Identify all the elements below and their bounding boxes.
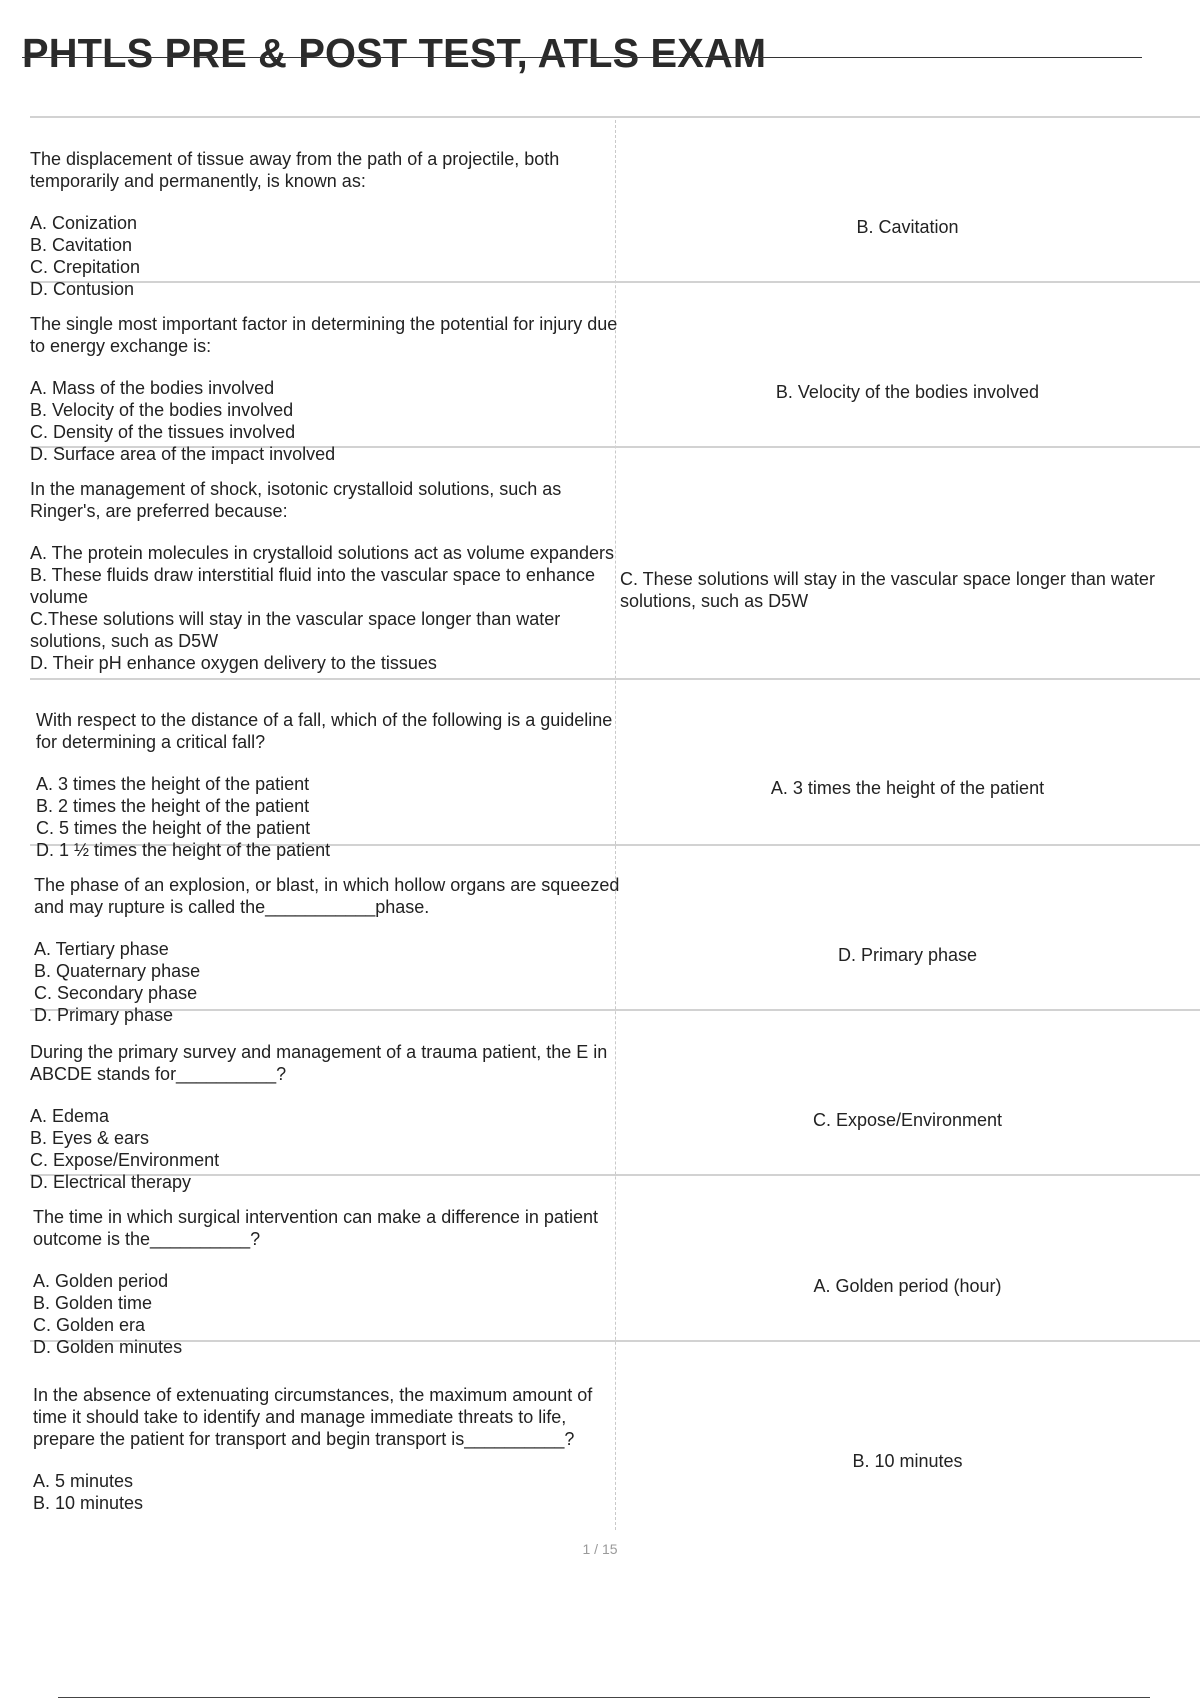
question-block <box>33 1384 625 1514</box>
answer-text: A. 3 times the height of the patient <box>770 778 1045 798</box>
question-block <box>33 1206 625 1358</box>
option: D. Golden minutes <box>33 1337 183 1357</box>
question-text: With respect to the distance of a fall, which of the following is a guideline for determining a critical fall? <box>36 710 613 752</box>
title-strike-rule <box>22 57 1142 58</box>
option: B. Quaternary phase <box>34 961 201 981</box>
qa-item-1 <box>30 118 1200 299</box>
option: C. 5 times the height of the patient <box>36 818 311 838</box>
answer-text: C. Expose/Environment <box>812 1110 1003 1130</box>
page-indicator: 1 / 15 <box>582 1541 618 1557</box>
qa-item-8 <box>30 1342 1200 1542</box>
option: C.These solutions will stay in the vascular space longer than water solutions, such as D5W <box>30 609 561 651</box>
option: B. 2 times the height of the patient <box>36 796 310 816</box>
option: C. Golden era <box>33 1315 146 1335</box>
option: A. Golden period <box>33 1271 169 1291</box>
option: B. Eyes & ears <box>30 1128 150 1148</box>
options-list <box>33 1470 625 1514</box>
option: A. Mass of the bodies involved <box>30 378 275 398</box>
options-list <box>30 542 622 674</box>
option: C. Secondary phase <box>34 983 198 1003</box>
option: A. Tertiary phase <box>34 939 169 959</box>
answer-text: A. Golden period (hour) <box>813 1276 1002 1296</box>
option: B. Velocity of the bodies involved <box>30 400 294 420</box>
qa-item-3 <box>30 448 1200 680</box>
question-block <box>30 1041 622 1193</box>
option: B. Cavitation <box>30 235 133 255</box>
question-text: In the management of shock, isotonic crystalloid solutions, such as Ringer's, are preferred because: <box>30 479 562 521</box>
question-block <box>36 709 628 861</box>
question-text: During the primary survey and management of a trauma patient, the E in ABCDE stands for__________? <box>30 1042 608 1084</box>
option: B. Golden time <box>33 1293 153 1313</box>
question-text: The time in which surgical intervention can make a difference in patient outcome is the__________? <box>33 1207 598 1249</box>
option: A. Conization <box>30 213 138 233</box>
question-text: The displacement of tissue away from the path of a projectile, both temporarily and permanently, is known as: <box>30 149 560 191</box>
option: C. Crepitation <box>30 257 141 277</box>
question-text: In the absence of extenuating circumstances, the maximum amount of time it should take to identify and manage immediate threats to life, prepare the patient for transport and begin transport is__________? <box>33 1385 593 1449</box>
document-title: PHTLS PRE & POST TEST, ATLS EXAM <box>22 30 767 76</box>
qa-item-6 <box>30 1011 1200 1192</box>
option: D. Electrical therapy <box>30 1172 192 1192</box>
footer-rule <box>58 1697 1150 1698</box>
option: D. Their pH enhance oxygen delivery to the tissues <box>30 653 437 673</box>
answer-text: C. These solutions will stay in the vascular space longer than water solutions, such as D5W <box>620 569 1155 611</box>
question-block <box>30 478 622 674</box>
answer-text: B. 10 minutes <box>852 1451 963 1471</box>
question-text: The single most important factor in determining the potential for injury due to energy exchange is: <box>30 314 618 356</box>
qa-item-4 <box>30 680 1200 860</box>
question-block <box>30 148 622 300</box>
qa-item-2 <box>30 283 1200 464</box>
option: A. 5 minutes <box>33 1471 134 1491</box>
question-block <box>30 313 622 465</box>
option: B. These fluids draw interstitial fluid into the vascular space to enhance volume <box>30 565 595 607</box>
option: A. Edema <box>30 1106 110 1126</box>
question-text: The phase of an explosion, or blast, in which hollow organs are squeezed and may rupture is called the___________phase. <box>34 875 620 917</box>
option: C. Density of the tissues involved <box>30 422 296 442</box>
option: D. 1 ½ times the height of the patient <box>36 840 331 860</box>
qa-item-7 <box>30 1176 1200 1357</box>
answer-text: B. Cavitation <box>856 217 959 237</box>
option: C. Expose/Environment <box>30 1150 220 1170</box>
qa-item-5 <box>30 846 1200 1025</box>
option: A. 3 times the height of the patient <box>36 774 310 794</box>
option: B. 10 minutes <box>33 1493 144 1513</box>
option: D. Contusion <box>30 279 135 299</box>
answer-text: D. Primary phase <box>837 945 978 965</box>
option: A. The protein molecules in crystalloid solutions act as volume expanders <box>30 543 614 563</box>
question-block <box>34 874 626 1026</box>
option: D. Surface area of the impact involved <box>30 444 336 464</box>
option: D. Primary phase <box>34 1005 174 1025</box>
answer-text: B. Velocity of the bodies involved <box>775 382 1040 402</box>
